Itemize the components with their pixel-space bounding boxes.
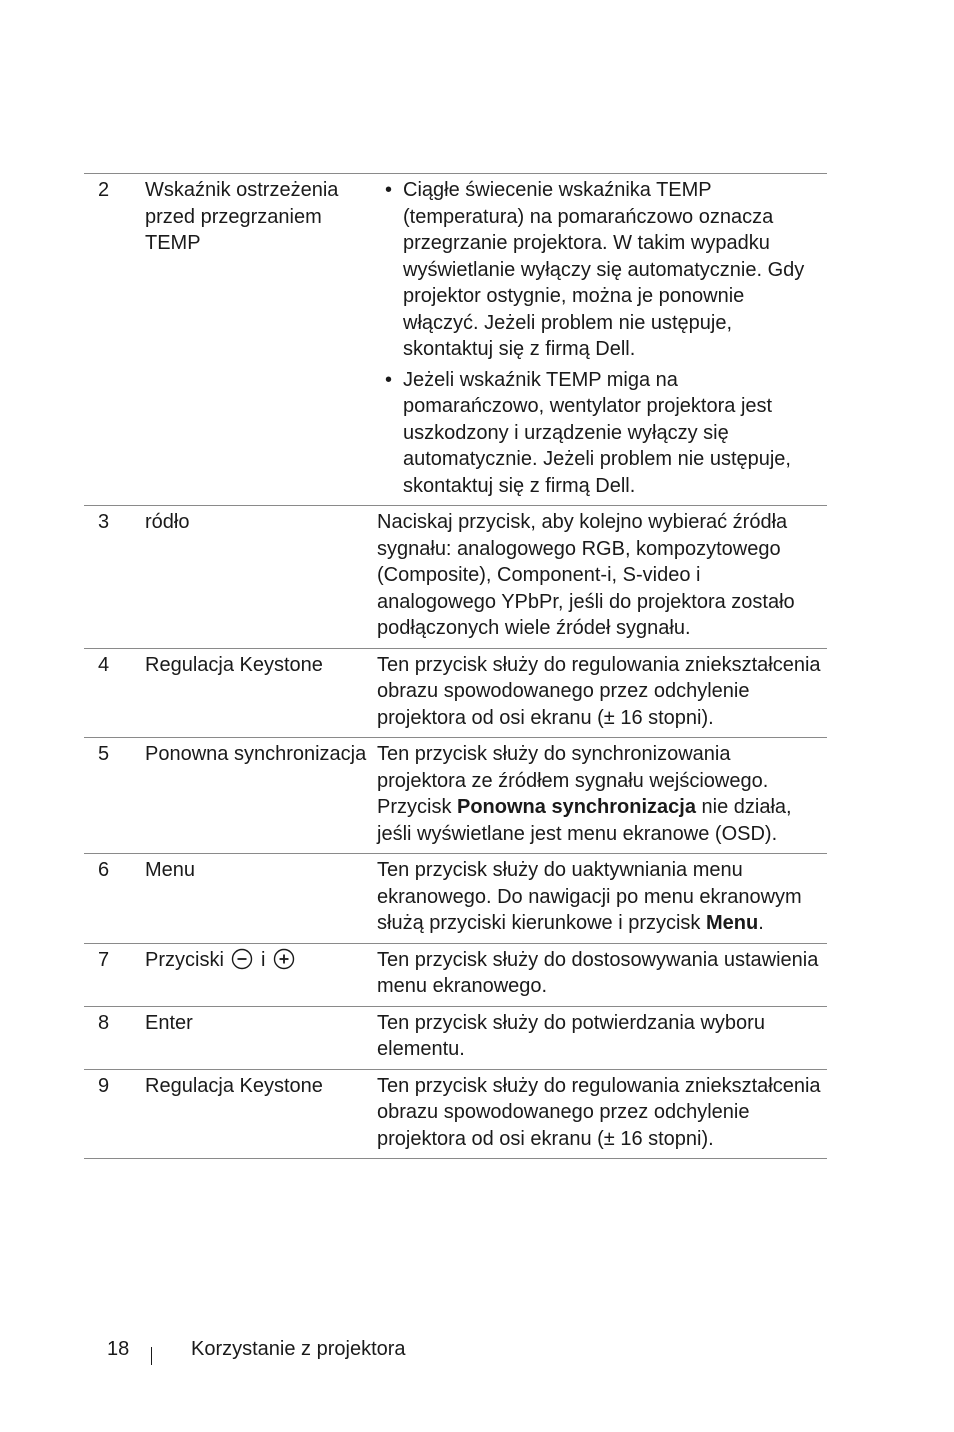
row-number: 8 [84, 1006, 145, 1069]
row-description [377, 854, 827, 944]
table-row [84, 648, 827, 738]
table-row [84, 506, 827, 649]
bullet-text: Jeżeli wskaźnik TEMP miga na pomarańczowo, wentylator projektora jest uszkodzony i urządzenie wyłączy się automatycznie. Jeżeli problem nie ustępuje, skontaktuj się z firmą Dell. [403, 368, 791, 497]
table-row [84, 1006, 827, 1069]
row-name [145, 943, 377, 1006]
bullet-marker: • [385, 179, 393, 201]
row-name: Ponowna synchronizacja [145, 738, 377, 854]
row-description [377, 174, 827, 506]
table-row [84, 943, 827, 1006]
row-description [377, 738, 827, 854]
list-item [377, 177, 823, 363]
desc-bold-text: Ponowna synchronizacja [457, 796, 696, 818]
row-name: Wskaźnik ostrzeżenia przed przegrzaniem TEMP [145, 174, 377, 506]
table-row [84, 1069, 827, 1159]
row-name: Enter [145, 1006, 377, 1069]
buttons-table [84, 173, 827, 1159]
desc-text: nie działa, jeśli wyświetlane jest menu ekranowe (OSD). [377, 796, 792, 845]
row-number: 4 [84, 648, 145, 738]
row-description: Ten przycisk służy do potwierdzania wyboru elementu. [377, 1006, 827, 1069]
footer-divider [151, 1347, 152, 1365]
desc-text: . [758, 912, 764, 934]
table-row [84, 174, 827, 506]
desc-text: Ten przycisk służy do uaktywniania menu ekranowego. Do nawigacji po menu ekranowym służą przyciski kierunkowe i przycisk [377, 859, 802, 934]
row-name-text: Przyciski [145, 948, 224, 971]
row-number: 9 [84, 1069, 145, 1159]
page-footer [0, 1338, 954, 1368]
bullet-text: Ciągłe świecenie wskaźnika TEMP (temperatura) na pomarańczowo oznacza przegrzanie projektora. W takim wypadku wyświetlanie wyłączy się automatycznie. Gdy projektor ostygnie, można je ponownie włączyć. Jeżeli problem nie ustępuje, skontaktuj się z firmą Dell. [403, 179, 805, 360]
minus-circle-icon [231, 948, 253, 978]
plus-circle-icon [273, 948, 295, 978]
bullet-list [377, 177, 823, 499]
row-name: Regulacja Keystone [145, 1069, 377, 1159]
row-name: Regulacja Keystone [145, 648, 377, 738]
row-description: Naciskaj przycisk, aby kolejno wybierać źródła sygnału: analogowego RGB, kompozytowego (Composite), Component-i, S-video i analogowego YPbPr, jeśli do projektora zostało podłączonych wiele źródeł sygnału. [377, 506, 827, 649]
row-description: Ten przycisk służy do regulowania zniekształcenia obrazu spowodowanego przez odchylenie projektora od osi ekranu (± 16 stopni). [377, 648, 827, 738]
list-item [377, 367, 823, 500]
row-name: ródło [145, 506, 377, 649]
bullet-marker: • [385, 368, 393, 391]
row-description: Ten przycisk służy do dostosowywania ustawienia menu ekranowego. [377, 943, 827, 1006]
row-description: Ten przycisk służy do regulowania zniekształcenia obrazu spowodowanego przez odchylenie projektora od osi ekranu (± 16 stopni). [377, 1069, 827, 1159]
row-number: 2 [84, 174, 145, 506]
row-number: 6 [84, 854, 145, 944]
page-number: 18 [107, 1338, 130, 1360]
desc-bold-text: Menu [705, 912, 759, 934]
row-name: Menu [145, 854, 377, 944]
table-row [84, 738, 827, 854]
row-number: 5 [84, 738, 145, 854]
row-name-text: i [261, 948, 266, 971]
row-number: 7 [84, 943, 145, 1006]
row-number: 3 [84, 506, 145, 649]
chapter-title: Korzystanie z projektora [191, 1338, 406, 1360]
desc-text: Ten przycisk służy do synchronizowania projektora ze źródłem sygnału wejściowego. Przycisk [377, 743, 769, 818]
table-row [84, 854, 827, 944]
